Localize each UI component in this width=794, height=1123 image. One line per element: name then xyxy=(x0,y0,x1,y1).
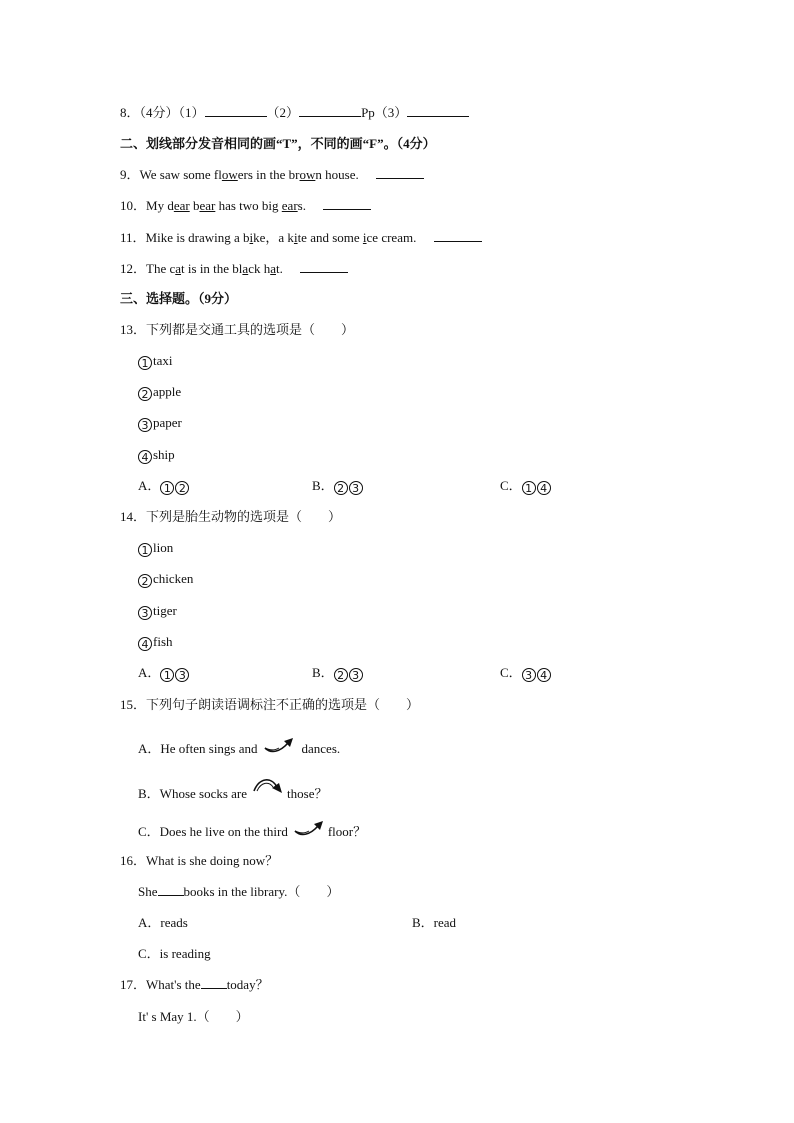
option-text: read xyxy=(433,915,457,930)
q9-number: 9． xyxy=(120,167,140,182)
q13-item-text: paper xyxy=(153,415,182,430)
option-label: C． xyxy=(138,824,160,839)
q11-underlined-3: i xyxy=(362,230,367,245)
q16-option-c[interactable] xyxy=(138,945,211,963)
q14-item xyxy=(138,539,173,557)
option-label: C． xyxy=(500,478,522,493)
circled-number-icon: 3 xyxy=(175,668,189,682)
q13-item-text: taxi xyxy=(153,353,173,368)
section-2-title: 二、划线部分发音相同的画“T”，不同的画“F”。（4分） xyxy=(120,136,436,151)
q15-option-text: floor？ xyxy=(327,824,367,839)
circled-number-icon: 1 xyxy=(138,356,152,370)
q10-text: My d xyxy=(146,198,174,213)
option-label: B． xyxy=(138,786,160,801)
q10-text: b xyxy=(189,198,200,213)
q8-score: （4分） xyxy=(139,105,179,120)
q13-option-c[interactable] xyxy=(500,477,552,495)
q17-blank[interactable] xyxy=(201,976,227,989)
option-label: A． xyxy=(138,478,161,493)
option-label: B． xyxy=(412,915,434,930)
q12-underlined-2: a xyxy=(242,261,249,276)
q11-number: 11． xyxy=(120,230,146,245)
q14-option-b[interactable] xyxy=(312,664,364,682)
circled-number-icon: 3 xyxy=(138,606,152,620)
option-label: C． xyxy=(138,946,160,961)
q11-answer-blank[interactable] xyxy=(434,229,482,242)
q15-option-text: dances. xyxy=(301,741,341,756)
q16-option-a[interactable] xyxy=(138,914,188,932)
q14-item-text: tiger xyxy=(153,603,177,618)
rise-fall-intonation-arrow-icon xyxy=(251,776,287,796)
option-label: A． xyxy=(138,915,161,930)
circled-number-icon: 1 xyxy=(160,668,174,682)
q8-blank-3[interactable] xyxy=(407,104,469,117)
q8-line xyxy=(120,104,469,122)
q15-option-text: He often sings and xyxy=(160,741,258,756)
q15-stem: 15．下列句子朗读语调标注不正确的选项是（ ） xyxy=(120,697,420,712)
q13-item-text: apple xyxy=(153,384,182,399)
q8-part3-label: （3） xyxy=(374,105,408,120)
q10-underlined-3: ear xyxy=(281,198,298,213)
q15-option-text: those？ xyxy=(287,786,328,801)
q12-number: 12． xyxy=(120,261,147,276)
q13-item xyxy=(138,352,173,370)
option-label: B． xyxy=(312,478,334,493)
option-text: is reading xyxy=(159,946,211,961)
q9-text: ers in the br xyxy=(237,167,300,182)
q12-underlined-1: a xyxy=(175,261,182,276)
circled-number-icon: 1 xyxy=(160,481,174,495)
q8-part2-label: （2） xyxy=(266,105,300,120)
q16-text: books in the library.（ ） xyxy=(183,884,340,899)
q9-line xyxy=(120,166,424,184)
option-label: A． xyxy=(138,665,161,680)
q15-option-c[interactable] xyxy=(138,818,366,841)
q13-item xyxy=(138,414,182,432)
q13-item-text: ship xyxy=(153,447,175,462)
q8-blank-2[interactable] xyxy=(299,104,361,117)
q8-part1-label: （1） xyxy=(178,105,205,120)
circled-number-icon: 1 xyxy=(522,481,536,495)
circled-number-icon: 2 xyxy=(138,574,152,588)
q9-underlined-1: ow xyxy=(221,167,238,182)
q14-item-text: fish xyxy=(153,634,173,649)
circled-number-icon: 4 xyxy=(537,668,551,682)
q10-text: has two big xyxy=(215,198,282,213)
q12-answer-blank[interactable] xyxy=(300,260,348,273)
q16-option-b[interactable] xyxy=(412,914,456,932)
q12-text: t is in the bl xyxy=(181,261,243,276)
q9-text: We saw some fl xyxy=(139,167,222,182)
q14-option-a[interactable] xyxy=(138,664,190,682)
q14-option-c[interactable] xyxy=(500,664,552,682)
circled-number-icon: 2 xyxy=(334,481,348,495)
q11-line xyxy=(120,229,482,247)
q14-item-text: chicken xyxy=(153,571,194,586)
q8-part2-tail: Pp xyxy=(361,105,375,120)
q8-blank-1[interactable] xyxy=(205,104,267,117)
rising-intonation-arrow-icon xyxy=(292,818,328,838)
q12-text: ck h xyxy=(248,261,271,276)
q17-sentence: It' s May 1.（ ） xyxy=(138,1009,249,1024)
q10-underlined-1: ear xyxy=(173,198,190,213)
q13-option-b[interactable] xyxy=(312,477,364,495)
circled-number-icon: 3 xyxy=(349,668,363,682)
q10-underlined-2: ear xyxy=(199,198,216,213)
circled-number-icon: 4 xyxy=(138,450,152,464)
q10-answer-blank[interactable] xyxy=(323,197,371,210)
q13-option-a[interactable] xyxy=(138,477,190,495)
q13-item xyxy=(138,446,175,464)
circled-number-icon: 3 xyxy=(138,418,152,432)
circled-number-icon: 4 xyxy=(537,481,551,495)
q15-option-b[interactable] xyxy=(138,776,327,803)
q10-line xyxy=(120,197,371,215)
q13-stem: 13．下列都是交通工具的选项是（ ） xyxy=(120,322,355,337)
q11-text: te and some xyxy=(297,230,363,245)
section-3-title: 三、选择题。（9分） xyxy=(120,291,238,306)
circled-number-icon: 2 xyxy=(175,481,189,495)
q11-text: ke，a k xyxy=(253,230,294,245)
q14-stem: 14．下列是胎生动物的选项是（ ） xyxy=(120,509,342,524)
q14-item xyxy=(138,633,173,651)
q10-number: 10． xyxy=(120,198,147,213)
circled-number-icon: 2 xyxy=(138,387,152,401)
q9-underlined-2: ow xyxy=(299,167,316,182)
circled-number-icon: 3 xyxy=(522,668,536,682)
q9-answer-blank[interactable] xyxy=(376,166,424,179)
q12-line xyxy=(120,260,348,278)
q11-text: ce cream. xyxy=(366,230,417,245)
q12-text: The c xyxy=(146,261,176,276)
q11-underlined-2: i xyxy=(293,230,298,245)
rising-intonation-arrow-icon xyxy=(262,735,298,755)
q13-item xyxy=(138,383,181,401)
q9-text: n house. xyxy=(315,167,359,182)
option-label: C． xyxy=(500,665,522,680)
q11-text: Mike is drawing a b xyxy=(145,230,250,245)
q15-option-a[interactable] xyxy=(138,735,340,758)
option-label: B． xyxy=(312,665,334,680)
circled-number-icon: 4 xyxy=(138,637,152,651)
option-label: A． xyxy=(138,741,161,756)
q10-text: s. xyxy=(297,198,306,213)
q14-item-text: lion xyxy=(153,540,174,555)
q16-sentence xyxy=(138,883,339,901)
q8-number: 8． xyxy=(120,105,140,120)
circled-number-icon: 3 xyxy=(349,481,363,495)
q16-stem: 16．What is she doing now？ xyxy=(120,853,279,868)
q12-underlined-3: a xyxy=(270,261,277,276)
q17-text: 17．What's the xyxy=(120,977,201,992)
option-text: reads xyxy=(160,915,188,930)
q15-option-text: Whose socks are xyxy=(159,786,248,801)
q12-text: t. xyxy=(276,261,283,276)
q14-item xyxy=(138,570,193,588)
q15-option-text: Does he live on the third xyxy=(159,824,288,839)
q16-text: She xyxy=(138,884,158,899)
q17-text: today？ xyxy=(226,977,269,992)
circled-number-icon: 1 xyxy=(138,543,152,557)
q17-stem xyxy=(120,976,269,994)
q11-underlined-1: i xyxy=(249,230,254,245)
q16-blank[interactable] xyxy=(158,883,184,896)
q14-item xyxy=(138,602,177,620)
circled-number-icon: 2 xyxy=(334,668,348,682)
